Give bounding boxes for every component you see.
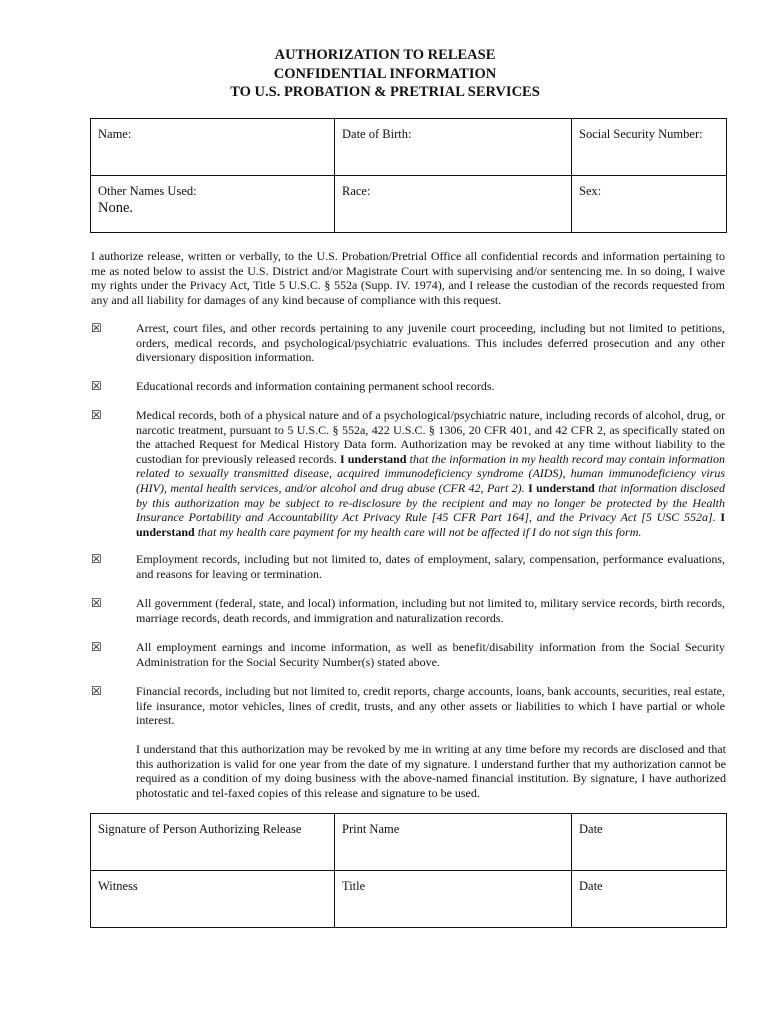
item-financial-records xyxy=(91,684,725,728)
print-name-label: Print Name xyxy=(342,822,400,836)
name-field[interactable] xyxy=(91,119,335,176)
checked-box-icon[interactable]: ☒ xyxy=(91,596,102,610)
title-line-3: TO U.S. PROBATION & PRETRIAL SERVICES xyxy=(230,84,540,100)
checked-box-icon[interactable]: ☒ xyxy=(91,684,102,698)
signature-table xyxy=(90,813,727,928)
checked-box-icon[interactable]: ☒ xyxy=(91,552,102,566)
authorization-intro: I authorize release, written or verbally, to the U.S. Probation/Pretrial Office all confidential records and information pertaining to me as noted below to assist the U.S. District and/or Magistrate Court with supervising and/or sentencing me. In so doing, I waive my rights under the Privacy Act, Title 5 U.S.C. § 552a (Supp. IV. 1974), and I release the custodian of the records requested from any and all liability for damages of any kind because of compliance with this request. xyxy=(91,249,725,307)
name-label: Name: xyxy=(98,127,132,141)
revocation-statement: I understand that this authorization may be revoked by me in writing at any time before my records are disclosed and that this authorization is valid for one year from the date of my signature. I understand further that my authorization cannot be required as a condition of my doing business with the above-named financial institution. By signature, I have authorized photostatic and tel-faxed copies of this release and signature to be used. xyxy=(136,742,726,800)
print-name-field[interactable] xyxy=(335,814,572,871)
item-financial-text: Financial records, including but not limited to, credit reports, charge accounts, loans, bank accounts, securities, real estate, life insurance, motor vehicles, lines of credit, trusts, and any other assets or liabilities to which I have partial or whole interest. xyxy=(136,684,725,728)
other-names-field[interactable] xyxy=(91,176,335,233)
other-names-value: None. xyxy=(98,200,134,216)
date-label-2: Date xyxy=(579,879,603,893)
item-educational-records xyxy=(91,379,725,394)
item-juvenile-records xyxy=(91,321,725,365)
personal-info-table xyxy=(90,118,727,233)
item-medical-text: Medical records, both of a physical nature and of a psychological/psychiatric nature, including records of alcohol, drug, or narcotic treatment, pursuant to 5 U.S.C. § 552a, 422 U.S.C. § 1306, 20 CFR 401, and 42 CFR 2, as specifically stated on the attached Request for Medical History Data form. Authorization may be revoked at any time without liability to the custodian for previously released records. I understand that the information in my health record may contain information related to sexually transmitted disease, acquired immunodeficiency syndrome (AIDS), human immunodeficiency virus (HIV), mental health services, and/or alcohol and drug abuse (CFR 42, Part 2). I understand that information disclosed by this authorization may be subject to re-disclosure by the recipient and may no longer be protected by the Health Insurance Portability and Accountability Act Privacy Rule [45 CFR Part 164], and the Privacy Act [5 USC 552a]. I understand that my health care payment for my health care will not be affected if I do not sign this form. xyxy=(136,408,726,539)
ssn-field[interactable] xyxy=(572,119,727,176)
item-earnings-text: All employment earnings and income information, as well as benefit/disability information from the Social Security Administration for the Social Security Number(s) stated above. xyxy=(136,640,725,669)
form-title xyxy=(0,46,770,102)
checked-box-icon[interactable]: ☒ xyxy=(91,321,102,335)
item-educational-text: Educational records and information containing permanent school records. xyxy=(136,379,495,393)
item-government-text: All government (federal, state, and local) information, including but not limited to, military service records, birth records, marriage records, death records, and immigration and naturalization records. xyxy=(136,596,725,625)
checked-box-icon[interactable]: ☒ xyxy=(91,379,102,393)
item-employment-text: Employment records, including but not limited to, dates of employment, salary, compensation, performance evaluations, and reasons for leaving or termination. xyxy=(136,552,725,581)
dob-label: Date of Birth: xyxy=(342,127,412,141)
item-medical-records xyxy=(91,408,725,539)
checked-box-icon[interactable]: ☒ xyxy=(91,640,102,654)
title-line-1: AUTHORIZATION TO RELEASE xyxy=(274,47,496,63)
title-field[interactable] xyxy=(335,871,572,928)
checked-box-icon[interactable]: ☒ xyxy=(91,408,102,422)
witness-field[interactable] xyxy=(91,871,335,928)
item-employment-records xyxy=(91,552,725,581)
race-label: Race: xyxy=(342,184,371,198)
sex-field[interactable] xyxy=(572,176,727,233)
witness-label: Witness xyxy=(98,879,138,893)
item-earnings-records xyxy=(91,640,725,669)
other-names-label: Other Names Used: xyxy=(98,184,197,198)
ssn-label: Social Security Number: xyxy=(579,127,703,141)
title-label: Title xyxy=(342,879,366,893)
date-field-1[interactable] xyxy=(572,814,727,871)
sex-label: Sex: xyxy=(579,184,602,198)
date-field-2[interactable] xyxy=(572,871,727,928)
race-field[interactable] xyxy=(335,176,572,233)
date-label-1: Date xyxy=(579,822,603,836)
title-line-2: CONFIDENTIAL INFORMATION xyxy=(273,65,497,82)
signature-field[interactable] xyxy=(91,814,335,871)
dob-field[interactable] xyxy=(335,119,572,176)
item-government-records xyxy=(91,596,725,625)
signature-label: Signature of Person Authorizing Release xyxy=(98,822,302,836)
item-juvenile-text: Arrest, court files, and other records pertaining to any juvenile court proceeding, including but not limited to petitions, orders, medical records, and psychological/psychiatric evaluations. This includes deferred prosecution and any other diversionary disposition information. xyxy=(136,321,725,365)
